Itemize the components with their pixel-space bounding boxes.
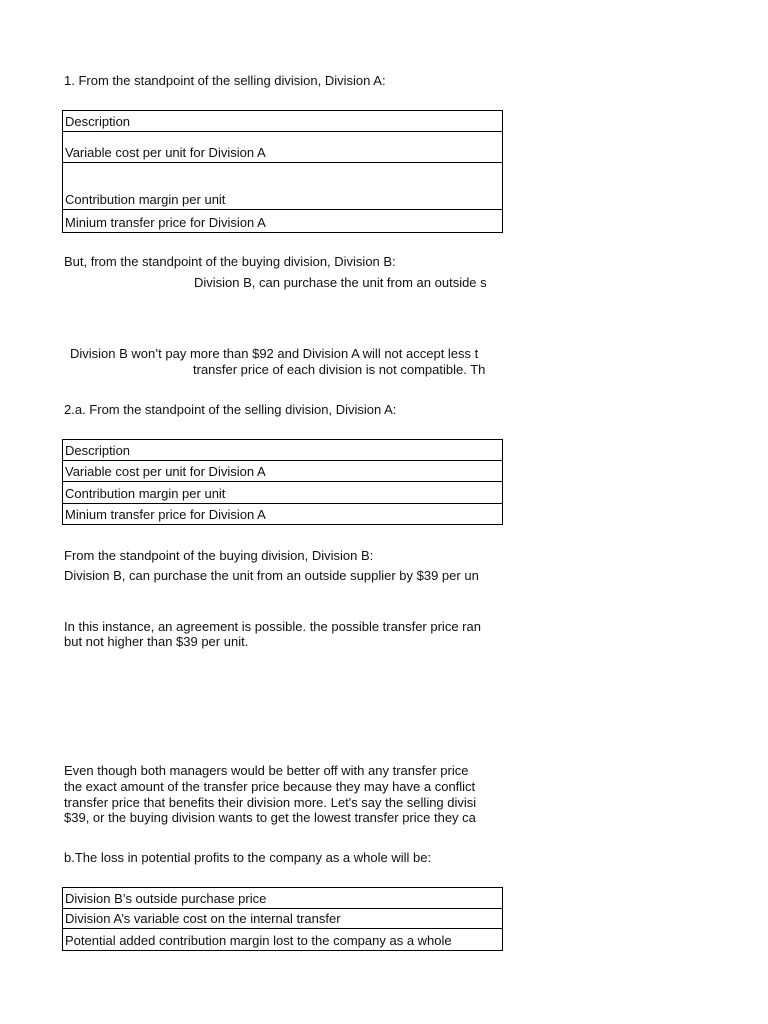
section2a-paragraph-line4: $39, or the buying division wants to get the lowest transfer price they ca <box>64 810 476 825</box>
section1-buying-heading: But, from the standpoint of the buying division, Division B: <box>64 254 396 269</box>
table-row <box>63 929 502 950</box>
table-row <box>63 909 502 929</box>
table-cell: Contribution margin per unit <box>65 486 226 501</box>
table-cell: Contribution margin per unit <box>65 192 226 207</box>
table-row <box>63 461 502 482</box>
section2a-agreement-line2: but not higher than $39 per unit. <box>64 634 249 649</box>
table-row <box>63 888 502 909</box>
section2a-heading: 2.a. From the standpoint of the selling division, Division A: <box>64 402 397 417</box>
table-cell: Variable cost per unit for Division A <box>65 145 266 160</box>
table-row <box>63 111 502 132</box>
table-cell: Potential added contribution margin lost to the company as a whole <box>65 933 452 948</box>
section2a-buying-heading: From the standpoint of the buying division, Division B: <box>64 548 374 563</box>
table-cell: Description <box>65 443 131 458</box>
section1-heading: 1. From the standpoint of the selling division, Division A: <box>64 73 386 88</box>
section1-table <box>62 110 503 233</box>
table-row <box>63 482 502 504</box>
table-cell: Minium transfer price for Division A <box>65 507 266 522</box>
section2a-table <box>62 439 503 525</box>
section2a-paragraph-line2: the exact amount of the transfer price because they may have a conflict <box>64 779 476 794</box>
table-cell: Minium transfer price for Division A <box>65 215 266 230</box>
section2b-table <box>62 887 503 951</box>
table-cell: Variable cost per unit for Division A <box>65 464 266 479</box>
table-row <box>63 504 502 524</box>
section1-conclusion-line1: Division B won’t pay more than $92 and Division A will not accept less t <box>70 346 479 361</box>
table-row <box>63 163 502 210</box>
table-cell: Division A’s variable cost on the internal transfer <box>65 911 341 926</box>
table-cell: Description <box>65 114 131 129</box>
table-row <box>63 132 502 163</box>
section2a-buying-line: Division B, can purchase the unit from an outside supplier by $39 per un <box>64 568 479 583</box>
section2a-paragraph-line3: transfer price that benefits their division more. Let's say the selling divisi <box>64 795 477 810</box>
table-row <box>63 210 502 232</box>
section2b-heading: b.The loss in potential profits to the company as a whole will be: <box>64 850 432 865</box>
section2a-paragraph-line1: Even though both managers would be better off with any transfer price <box>64 763 469 778</box>
section1-buying-line: Division B, can purchase the unit from an outside s <box>194 275 487 290</box>
section2a-agreement-line1: In this instance, an agreement is possible. the possible transfer price ran <box>64 619 481 634</box>
table-row <box>63 440 502 461</box>
table-cell: Division B’s outside purchase price <box>65 891 267 906</box>
section1-conclusion-line2: transfer price of each division is not compatible. Th <box>193 362 486 377</box>
